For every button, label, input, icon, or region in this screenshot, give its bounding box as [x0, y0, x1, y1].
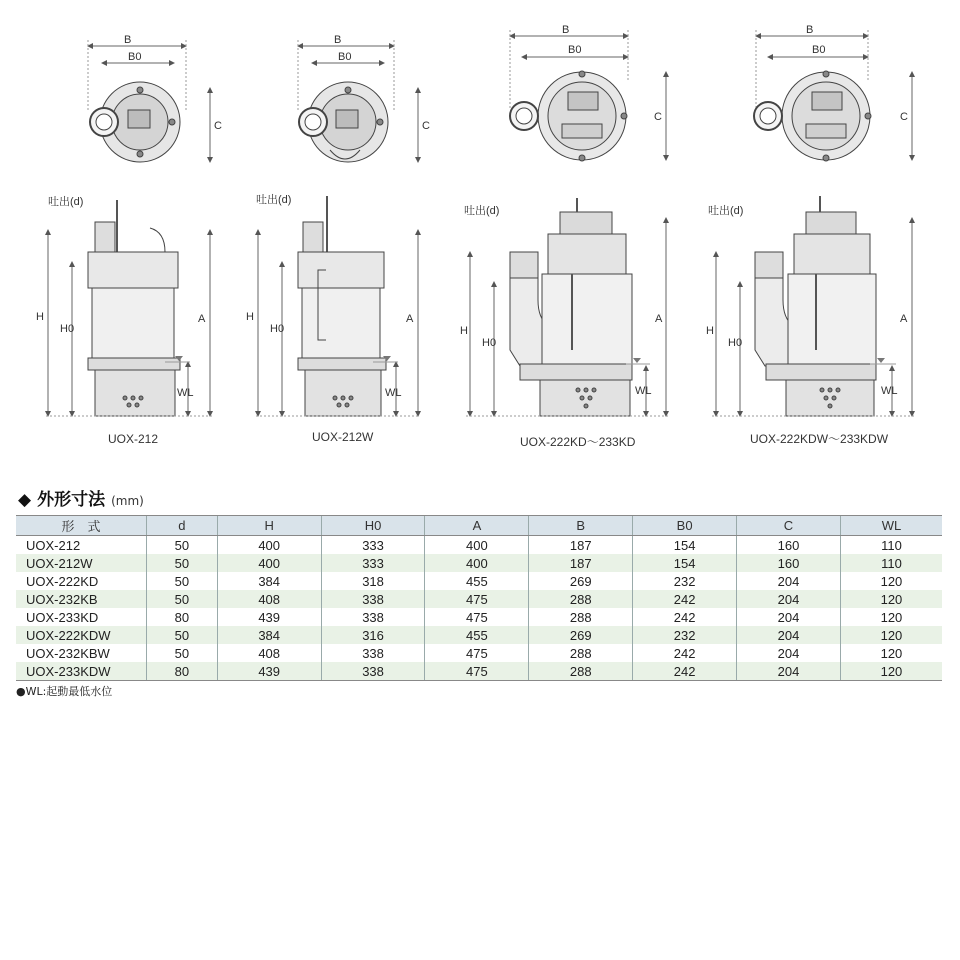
table-row: [16, 590, 942, 608]
header-d: d: [147, 516, 218, 536]
cell: 120: [840, 572, 942, 590]
header-b: B: [529, 516, 633, 536]
dim-b-label: B: [334, 34, 342, 46]
side-view: [256, 196, 420, 416]
dim-a-label: A: [900, 313, 908, 325]
dim-a-label: A: [198, 313, 206, 325]
cell: 80: [147, 608, 218, 626]
cell: 187: [529, 554, 633, 572]
dim-h-label: H: [706, 325, 714, 337]
drawing-uox-212: [46, 40, 212, 416]
cell: 439: [217, 608, 321, 626]
discharge-label: 吐出(d): [464, 205, 500, 217]
caption-uox-222kd: UOX-222KD～233KD: [520, 435, 636, 449]
header-model: 形 式: [16, 516, 147, 536]
cell: 80: [147, 662, 218, 681]
cell: 338: [321, 608, 425, 626]
cell: 475: [425, 590, 529, 608]
drawing-uox-222kdw: [712, 30, 914, 416]
dim-wl-label: WL: [177, 387, 194, 399]
dim-wl-label: WL: [635, 385, 652, 397]
cell: 316: [321, 626, 425, 644]
cell: 400: [425, 536, 529, 555]
cell: 269: [529, 572, 633, 590]
cell: 384: [217, 572, 321, 590]
cell: 475: [425, 608, 529, 626]
table-header-row: [16, 516, 942, 536]
dim-h0-label: H0: [482, 337, 497, 349]
cell: 204: [737, 626, 841, 644]
cell: 154: [633, 554, 737, 572]
cell: 400: [217, 554, 321, 572]
cell-model: UOX-233KDW: [16, 662, 147, 681]
cell: 204: [737, 644, 841, 662]
cell: 232: [633, 572, 737, 590]
top-view: [298, 40, 418, 162]
table-row: [16, 608, 942, 626]
table-row: [16, 662, 942, 681]
dim-b0-label: B0: [128, 51, 142, 63]
dimensions-table: [16, 515, 942, 681]
cell: 269: [529, 626, 633, 644]
dim-h-label: H: [36, 311, 44, 323]
cell: 50: [147, 626, 218, 644]
dim-b0-label: B0: [338, 51, 352, 63]
dim-c-label: C: [422, 120, 430, 132]
cell: 154: [633, 536, 737, 555]
cell: 204: [737, 608, 841, 626]
discharge-label: 吐出(d): [708, 205, 744, 217]
cell: 242: [633, 608, 737, 626]
cell: 439: [217, 662, 321, 681]
dim-wl-label: WL: [385, 387, 402, 399]
cell: 50: [147, 536, 218, 555]
cell: 408: [217, 590, 321, 608]
cell-model: UOX-212W: [16, 554, 147, 572]
dim-h-label: H: [460, 325, 468, 337]
side-view: [466, 198, 668, 416]
cell: 288: [529, 608, 633, 626]
cell: 288: [529, 644, 633, 662]
cell: 160: [737, 536, 841, 555]
cell: 318: [321, 572, 425, 590]
table-row: [16, 536, 942, 555]
cell-model: UOX-222KDW: [16, 626, 147, 644]
cell-model: UOX-212: [26, 537, 81, 553]
discharge-label: 吐出(d): [48, 196, 84, 208]
cell: 110: [840, 536, 942, 555]
header-b0: B0: [633, 516, 737, 536]
section-title: 外形寸法: [37, 490, 106, 510]
dim-c-label: C: [654, 111, 662, 123]
cell: 50: [147, 644, 218, 662]
cell: 338: [321, 662, 425, 681]
cell-model: UOX-232KB: [16, 590, 147, 608]
cell: 242: [633, 644, 737, 662]
table-row: [16, 572, 942, 590]
pump-drawings: [0, 0, 960, 470]
dim-a-label: A: [406, 313, 414, 325]
cell: 288: [529, 590, 633, 608]
cell: 338: [321, 644, 425, 662]
dim-c-label: C: [214, 120, 222, 132]
header-h: H: [217, 516, 321, 536]
dim-h0-label: H0: [728, 337, 743, 349]
caption-uox-212w: UOX-212W: [312, 430, 374, 444]
cell: 400: [425, 554, 529, 572]
cell: 333: [321, 536, 425, 555]
top-view: [754, 30, 912, 161]
cell: 50: [147, 572, 218, 590]
cell: 160: [737, 554, 841, 572]
table-row: [16, 644, 942, 662]
cell-model: UOX-222KD: [26, 573, 99, 589]
top-view: [88, 40, 210, 162]
cell: 242: [633, 590, 737, 608]
dim-b0-label: B0: [568, 44, 582, 56]
cell: 455: [425, 626, 529, 644]
dim-b-label: B: [806, 24, 814, 36]
section-unit: (mm): [111, 494, 144, 508]
discharge-label: 吐出(d): [256, 194, 292, 206]
cell: 50: [147, 554, 218, 572]
table-row: [16, 554, 942, 572]
dim-h-label: H: [246, 311, 254, 323]
cell: 110: [840, 554, 942, 572]
dim-b0-label: B0: [812, 44, 826, 56]
side-view: [46, 200, 212, 416]
cell: 204: [737, 662, 841, 681]
cell-model: UOX-233KD: [26, 609, 99, 625]
cell: 333: [321, 554, 425, 572]
cell: 120: [840, 590, 942, 608]
section-heading: [18, 485, 144, 510]
footnote: ●WL:起動最低水位: [16, 685, 113, 698]
drawing-uox-212w: [256, 40, 420, 416]
cell: 120: [840, 662, 942, 681]
dim-h0-label: H0: [270, 323, 285, 335]
table-row: [16, 626, 942, 644]
cell: 384: [217, 626, 321, 644]
cell: 120: [840, 644, 942, 662]
cell: 242: [633, 662, 737, 681]
header-a: A: [425, 516, 529, 536]
dim-h0-label: H0: [60, 323, 75, 335]
cell: 408: [217, 644, 321, 662]
drawing-uox-222kd: [466, 30, 668, 416]
header-c: C: [737, 516, 841, 536]
cell: 187: [529, 536, 633, 555]
cell: 455: [425, 572, 529, 590]
dim-b-label: B: [124, 34, 132, 46]
cell: 120: [840, 608, 942, 626]
cell: 475: [425, 662, 529, 681]
side-view: [712, 196, 914, 416]
header-wl: WL: [840, 516, 942, 536]
cell: 50: [147, 590, 218, 608]
top-view: [510, 30, 666, 161]
cell-model: UOX-232KBW: [26, 645, 110, 661]
cell: 400: [217, 536, 321, 555]
cell: 204: [737, 590, 841, 608]
caption-uox-212: UOX-212: [108, 432, 159, 446]
caption-uox-222kdw: UOX-222KDW～233KDW: [750, 432, 889, 446]
dim-wl-label: WL: [881, 385, 898, 397]
dim-a-label: A: [655, 313, 663, 325]
dim-b-label: B: [562, 24, 570, 36]
cell: 288: [529, 662, 633, 681]
dim-c-label: C: [900, 111, 908, 123]
diamond-icon: ◆: [18, 490, 32, 510]
cell: 204: [737, 572, 841, 590]
cell: 120: [840, 626, 942, 644]
header-h0: H0: [321, 516, 425, 536]
cell: 338: [321, 590, 425, 608]
cell: 232: [633, 626, 737, 644]
cell: 475: [425, 644, 529, 662]
